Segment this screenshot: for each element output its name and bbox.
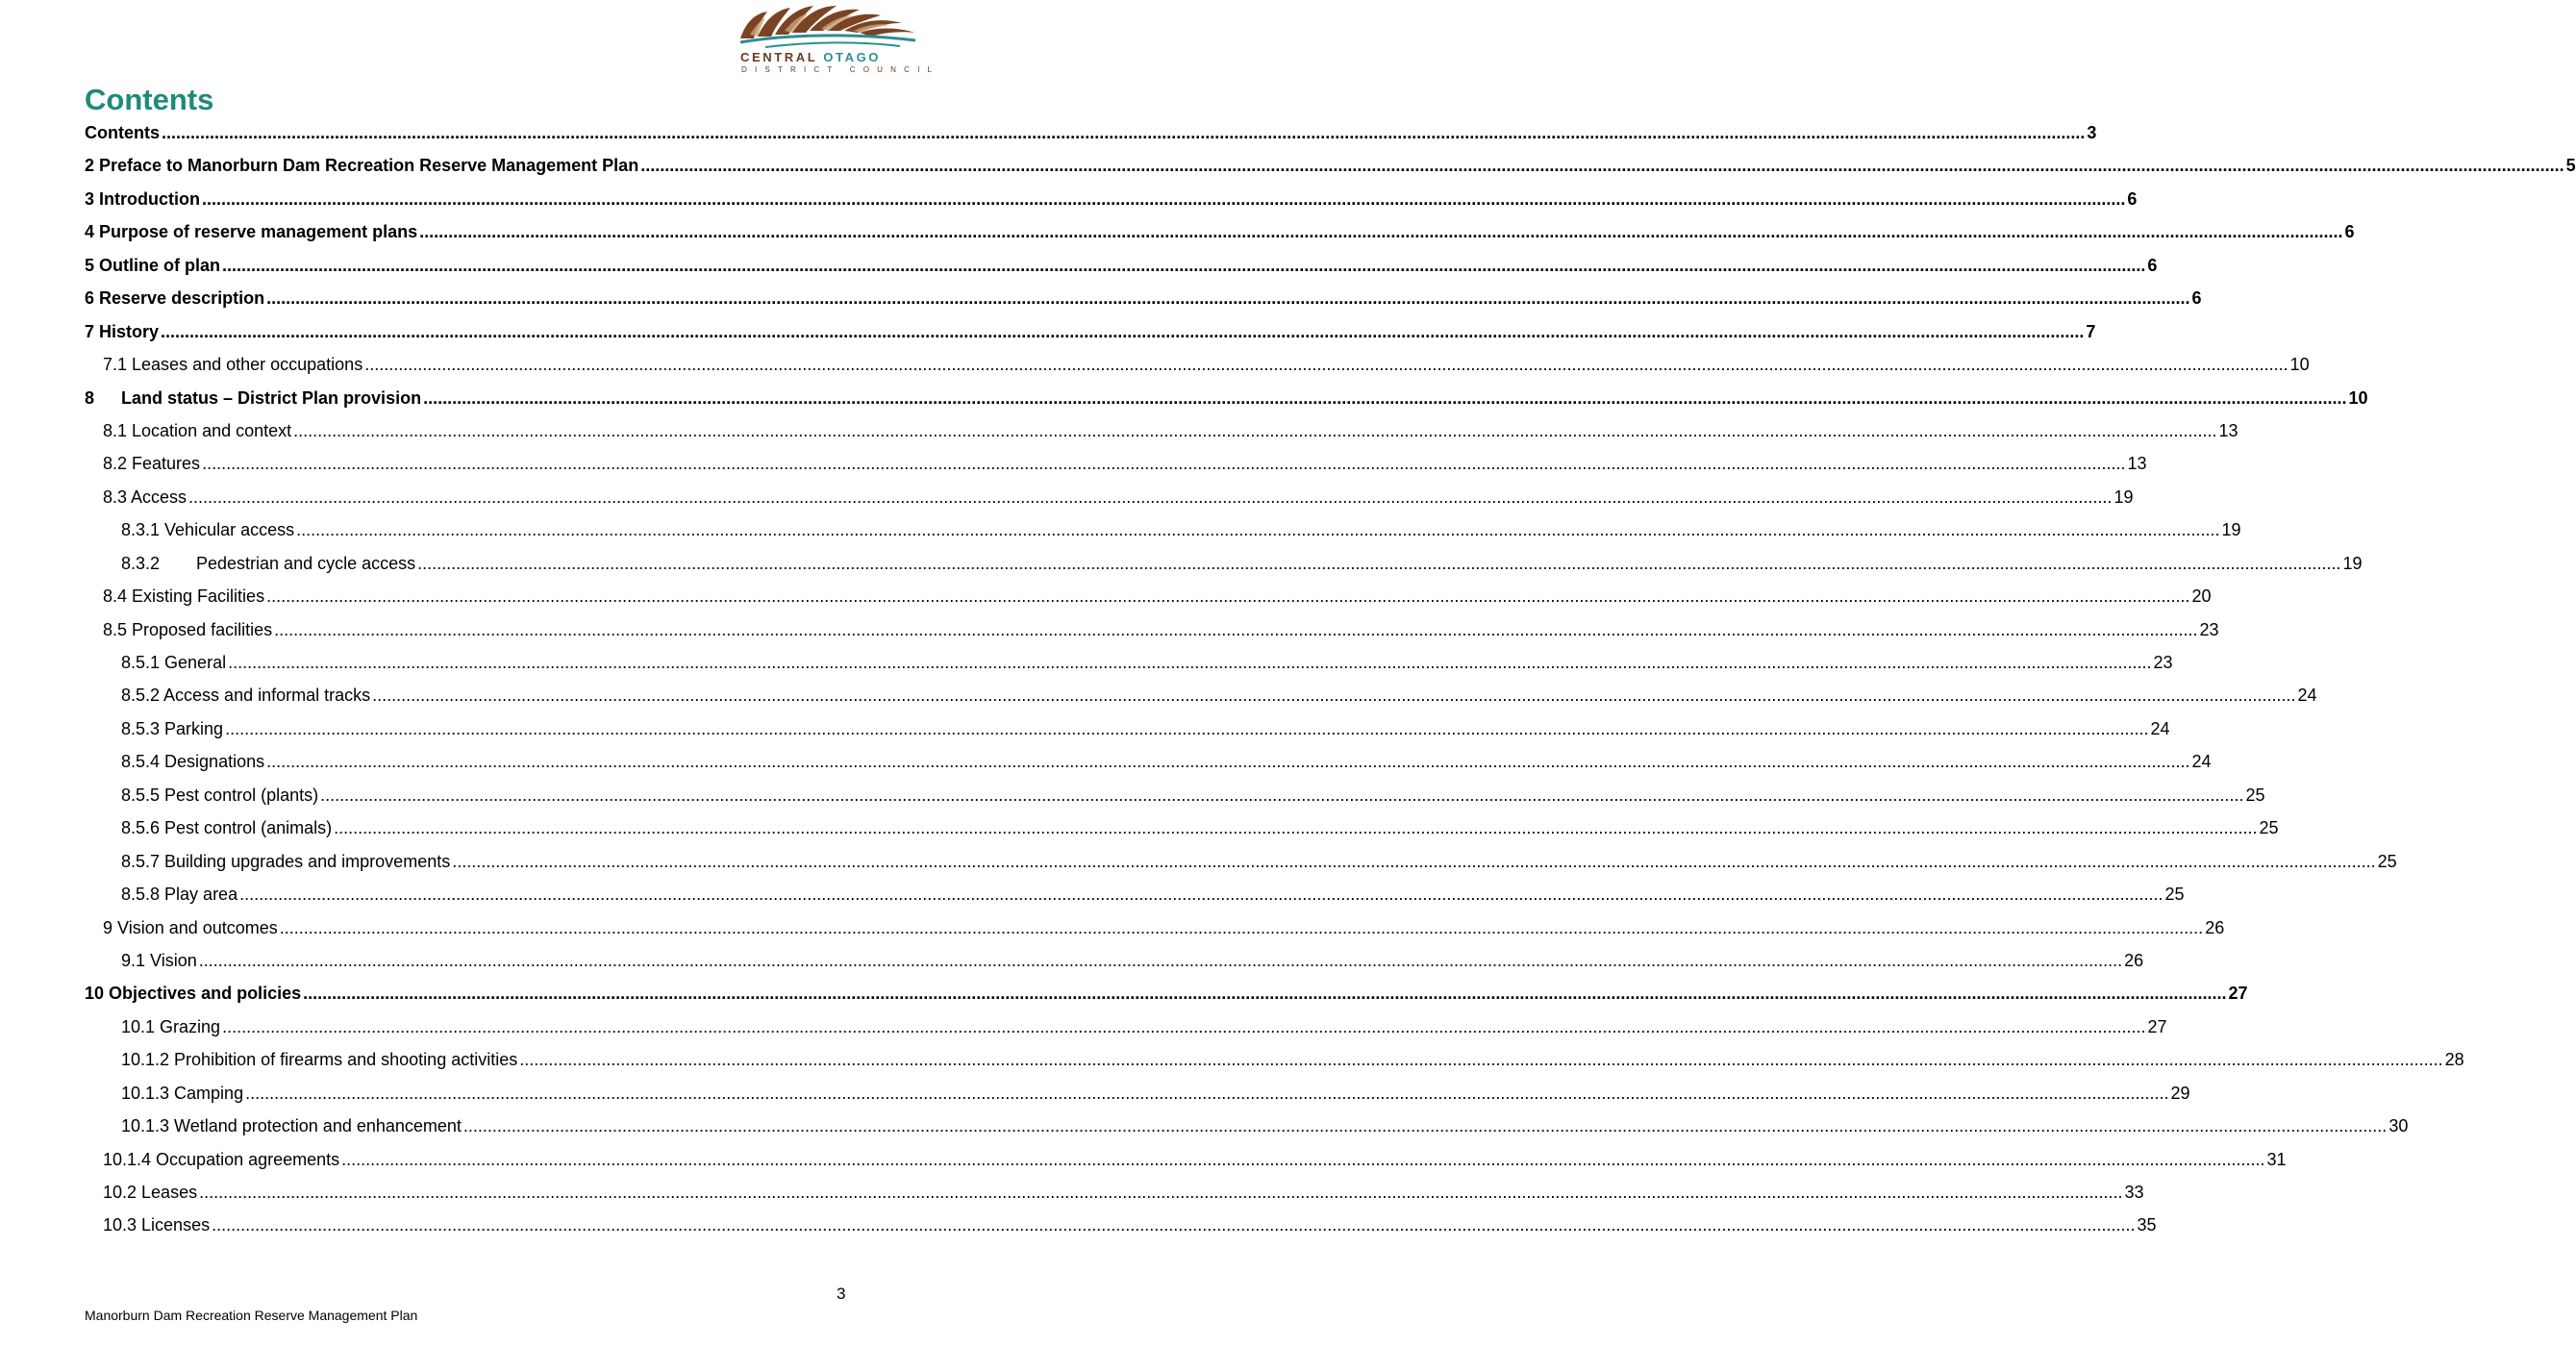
toc-entry-title: 8.5.8 Play area bbox=[121, 885, 238, 905]
toc-entry-page: 31 bbox=[2266, 1149, 2287, 1169]
toc-entry-label bbox=[103, 1215, 210, 1235]
toc-entry-number: 8 bbox=[85, 387, 95, 408]
toc-entry-label bbox=[121, 885, 238, 905]
toc-entry-title: 8.5.1 General bbox=[121, 653, 227, 672]
toc-entry-page: 25 bbox=[2377, 851, 2397, 871]
toc-entry-title: 8.2 Features bbox=[103, 454, 201, 474]
toc-entry-title: 9.1 Vision bbox=[121, 950, 197, 970]
toc-entry-page: 25 bbox=[2164, 885, 2185, 905]
toc-entry-title: 6 Reserve description bbox=[85, 288, 265, 309]
toc-entry-page: 3 bbox=[2087, 123, 2097, 142]
toc-dot-leader: ................................................................................................................................................................................................................................................................................................................................................................................................................ bbox=[341, 1149, 2265, 1169]
toc-entry-page: 10 bbox=[2289, 355, 2310, 375]
toc-dot-leader: ................................................................................................................................................................................................................................................................................................................................................................................................................ bbox=[266, 288, 2190, 309]
toc-entry-page: 23 bbox=[2199, 619, 2219, 639]
toc-entry-title: 10.2 Leases bbox=[103, 1183, 198, 1202]
toc-entry-title: 8.5.6 Pest control (animals) bbox=[121, 818, 333, 838]
toc-entry-label bbox=[103, 421, 291, 441]
toc-entry-page: 19 bbox=[2221, 520, 2241, 540]
page-number: 3 bbox=[837, 1285, 846, 1303]
toc-entry-label bbox=[103, 454, 200, 474]
toc-entry-page: 27 bbox=[2147, 1016, 2167, 1036]
toc-entry-title: 8.1 Location and context bbox=[103, 420, 292, 440]
toc-dot-leader: ................................................................................................................................................................................................................................................................................................................................................................................................................ bbox=[245, 1083, 2169, 1103]
toc-entry-page: 6 bbox=[2147, 255, 2158, 275]
toc-entry-page: 7 bbox=[2086, 321, 2096, 341]
toc-entry[interactable] bbox=[85, 885, 2185, 917]
toc-entry-label bbox=[121, 1116, 462, 1136]
toc-entry-label bbox=[85, 156, 638, 176]
toc-dot-leader: ................................................................................................................................................................................................................................................................................................................................................................................................................ bbox=[212, 1215, 2136, 1235]
toc-entry-page: 6 bbox=[2127, 188, 2138, 209]
toc-dot-leader: ................................................................................................................................................................................................................................................................................................................................................................................................................ bbox=[519, 1050, 2443, 1070]
toc-entry-page: 13 bbox=[2218, 420, 2238, 440]
toc-entry-label bbox=[103, 620, 272, 640]
toc-entry-label bbox=[103, 1150, 339, 1170]
toc-entry-page: 29 bbox=[2170, 1083, 2190, 1103]
toc-entry-label bbox=[121, 1017, 220, 1037]
toc-entry-label bbox=[121, 852, 450, 872]
toc-entry-title: 5 Outline of plan bbox=[85, 255, 221, 275]
toc-entry-page: 24 bbox=[2191, 752, 2212, 772]
toc-entry-page: 19 bbox=[2342, 553, 2363, 573]
toc-entry-title: 10.1 Grazing bbox=[121, 1016, 221, 1036]
toc-entry-title: 10.1.2 Prohibition of firearms and shooting activities bbox=[121, 1050, 518, 1070]
toc-entry-label bbox=[85, 388, 421, 409]
toc-entry-label bbox=[85, 288, 264, 309]
page-title: Contents bbox=[85, 83, 214, 116]
toc-entry-label bbox=[121, 686, 370, 706]
toc-entry[interactable] bbox=[85, 1050, 2464, 1083]
toc-entry[interactable] bbox=[85, 686, 2317, 718]
toc-entry-title: 8.5.5 Pest control (plants) bbox=[121, 785, 319, 805]
toc-entry-label bbox=[103, 1183, 197, 1203]
toc-entry[interactable] bbox=[85, 950, 2144, 984]
toc-entry[interactable] bbox=[85, 752, 2212, 785]
toc-entry-title: Pedestrian and cycle access bbox=[196, 553, 416, 573]
toc-entry[interactable] bbox=[85, 653, 2173, 686]
toc-entry-title: 8.5 Proposed facilities bbox=[103, 619, 273, 639]
toc-dot-leader: ................................................................................................................................................................................................................................................................................................................................................................................................................ bbox=[296, 520, 2220, 540]
toc-entry-label bbox=[121, 520, 294, 540]
toc-entry-title: 9 Vision and outcomes bbox=[103, 917, 278, 937]
toc-entry-label bbox=[121, 786, 318, 806]
toc-dot-leader: ................................................................................................................................................................................................................................................................................................................................................................................................................ bbox=[202, 188, 2126, 209]
toc-entry-label bbox=[103, 487, 187, 508]
toc-dot-leader: ................................................................................................................................................................................................................................................................................................................................................................................................................ bbox=[274, 619, 2198, 639]
toc-entry[interactable] bbox=[85, 586, 2212, 619]
toc-entry[interactable] bbox=[85, 917, 2225, 951]
toc-dot-leader: ................................................................................................................................................................................................................................................................................................................................................................................................................ bbox=[463, 1116, 2388, 1136]
toc-dot-leader: ................................................................................................................................................................................................................................................................................................................................................................................................................ bbox=[320, 785, 2244, 805]
toc-entry-label bbox=[85, 322, 159, 342]
toc-dot-leader: ................................................................................................................................................................................................................................................................................................................................................................................................................ bbox=[372, 686, 2296, 706]
toc-dot-leader: ................................................................................................................................................................................................................................................................................................................................................................................................................ bbox=[419, 222, 2343, 242]
toc-entry-title: 7 History bbox=[85, 321, 160, 341]
toc-entry-title: 4 Purpose of reserve management plans bbox=[85, 222, 418, 242]
toc-entry[interactable] bbox=[85, 718, 2170, 752]
toc-entry-title: 8.5.3 Parking bbox=[121, 718, 224, 738]
toc-entry[interactable] bbox=[85, 1083, 2190, 1116]
toc-entry-title: 10.1.3 Wetland protection and enhancement bbox=[121, 1116, 462, 1136]
toc-dot-leader: ................................................................................................................................................................................................................................................................................................................................................................................................................ bbox=[293, 420, 2217, 440]
toc-entry[interactable] bbox=[85, 420, 2238, 454]
toc-entry-title: 8.5.2 Access and informal tracks bbox=[121, 686, 371, 706]
toc-dot-leader: ................................................................................................................................................................................................................................................................................................................................................................................................................ bbox=[266, 586, 2190, 607]
logo-word-otago: OTAGO bbox=[823, 50, 881, 64]
toc-entry[interactable] bbox=[85, 785, 2265, 818]
toc-dot-leader: ................................................................................................................................................................................................................................................................................................................................................................................................................ bbox=[239, 885, 2163, 905]
toc-entry-label bbox=[85, 123, 160, 143]
toc-entry[interactable] bbox=[85, 1149, 2287, 1183]
toc-entry-page: 28 bbox=[2444, 1050, 2464, 1070]
toc-entry-label bbox=[85, 984, 301, 1004]
toc-entry-title: 10 Objectives and policies bbox=[85, 984, 302, 1004]
toc-dot-leader: ................................................................................................................................................................................................................................................................................................................................................................................................................ bbox=[188, 486, 2113, 507]
toc-dot-leader: ................................................................................................................................................................................................................................................................................................................................................................................................................ bbox=[452, 851, 2376, 871]
toc-entry-title: 10.3 Licenses bbox=[103, 1215, 211, 1235]
toc-entry-label bbox=[121, 1050, 517, 1070]
toc-dot-leader: ................................................................................................................................................................................................................................................................................................................................................................................................................ bbox=[279, 917, 2204, 937]
toc-entry[interactable] bbox=[85, 454, 2147, 486]
toc-entry-title: 10.1.3 Camping bbox=[121, 1083, 244, 1103]
toc-entry-label bbox=[85, 256, 220, 276]
toc-entry[interactable] bbox=[85, 520, 2241, 553]
toc-dot-leader: ................................................................................................................................................................................................................................................................................................................................................................................................................ bbox=[423, 387, 2347, 408]
toc-entry-page: 19 bbox=[2113, 486, 2134, 507]
toc-dot-leader: ................................................................................................................................................................................................................................................................................................................................................................................................................ bbox=[640, 156, 2564, 176]
toc-entry[interactable] bbox=[85, 984, 2248, 1016]
toc-entry-page: 23 bbox=[2153, 653, 2173, 672]
toc-dot-leader: ................................................................................................................................................................................................................................................................................................................................................................................................................ bbox=[417, 553, 2341, 573]
toc-entry-title: 3 Introduction bbox=[85, 188, 200, 209]
toc-entry-title: 8.5.7 Building upgrades and improvements bbox=[121, 851, 451, 871]
toc-entry-page: 5 bbox=[2565, 156, 2576, 176]
logo-subtitle: DISTRICT COUNCIL bbox=[741, 65, 940, 74]
toc-entry-page: 25 bbox=[2245, 785, 2265, 805]
toc-entry-title: 10.1.4 Occupation agreements bbox=[103, 1149, 340, 1169]
toc-entry-title: 8.3.1 Vehicular access bbox=[121, 520, 295, 540]
toc-entry[interactable] bbox=[85, 1215, 2157, 1248]
toc-dot-leader: ................................................................................................................................................................................................................................................................................................................................................................................................................ bbox=[266, 752, 2190, 772]
toc-entry[interactable] bbox=[85, 818, 2279, 851]
toc-entry[interactable] bbox=[85, 156, 2576, 188]
toc-entry-page: 13 bbox=[2127, 454, 2147, 474]
toc-entry-page: 30 bbox=[2388, 1116, 2409, 1136]
toc-entry-label bbox=[121, 653, 226, 673]
toc-entry-page: 20 bbox=[2191, 586, 2212, 607]
toc-entry[interactable] bbox=[85, 321, 2096, 355]
page-footer: Manorburn Dam Recreation Reserve Management Plan bbox=[85, 1308, 418, 1323]
toc-entry[interactable] bbox=[85, 851, 2397, 885]
toc-dot-leader: ................................................................................................................................................................................................................................................................................................................................................................................................................ bbox=[334, 818, 2258, 838]
toc-entry-label bbox=[103, 586, 264, 607]
toc-dot-leader: ................................................................................................................................................................................................................................................................................................................................................................................................................ bbox=[199, 1183, 2123, 1202]
toc-entry-label bbox=[121, 1084, 243, 1104]
toc-entry-page: 24 bbox=[2150, 718, 2170, 738]
toc-entry[interactable] bbox=[85, 188, 2138, 222]
toc-dot-leader: ................................................................................................................................................................................................................................................................................................................................................................................................................ bbox=[303, 984, 2227, 1004]
toc-dot-leader: ................................................................................................................................................................................................................................................................................................................................................................................................................ bbox=[228, 653, 2152, 672]
toc-dot-leader: ................................................................................................................................................................................................................................................................................................................................................................................................................ bbox=[222, 255, 2146, 275]
toc-entry-page: 10 bbox=[2348, 387, 2368, 408]
toc-entry-page: 6 bbox=[2191, 288, 2202, 309]
toc-entry-label bbox=[103, 918, 278, 938]
toc-entry-page: 27 bbox=[2228, 984, 2248, 1004]
toc-entry-page: 35 bbox=[2137, 1215, 2157, 1235]
toc-dot-leader: ................................................................................................................................................................................................................................................................................................................................................................................................................ bbox=[198, 950, 2123, 970]
toc-entry-page: 24 bbox=[2297, 686, 2317, 706]
toc-entry-title: 8.4 Existing Facilities bbox=[103, 586, 265, 607]
toc-entry-title: Contents bbox=[85, 123, 160, 142]
toc-dot-leader: ................................................................................................................................................................................................................................................................................................................................................................................................................ bbox=[364, 355, 2288, 375]
toc-dot-leader: ................................................................................................................................................................................................................................................................................................................................................................................................................ bbox=[222, 1016, 2146, 1036]
toc-entry[interactable] bbox=[85, 355, 2310, 387]
toc-entry[interactable] bbox=[85, 123, 2097, 156]
table-of-contents bbox=[85, 123, 2576, 1249]
toc-entry-label bbox=[121, 752, 264, 772]
toc-entry-title: Land status – District Plan provision bbox=[121, 387, 422, 408]
toc-entry[interactable] bbox=[85, 255, 2158, 288]
toc-entry-label bbox=[85, 222, 417, 242]
toc-entry[interactable] bbox=[85, 222, 2355, 255]
toc-entry-title: 2 Preface to Manorburn Dam Recreation Reserve Management Plan bbox=[85, 156, 639, 176]
logo-wordmark bbox=[740, 50, 881, 64]
toc-entry[interactable] bbox=[85, 486, 2134, 520]
toc-entry-label bbox=[103, 355, 363, 375]
toc-entry-title: 7.1 Leases and other occupations bbox=[103, 355, 363, 375]
toc-entry-page: 6 bbox=[2344, 222, 2355, 242]
toc-entry-page: 25 bbox=[2259, 818, 2279, 838]
toc-entry-label bbox=[121, 719, 223, 739]
toc-dot-leader: ................................................................................................................................................................................................................................................................................................................................................................................................................ bbox=[162, 123, 2086, 142]
toc-dot-leader: ................................................................................................................................................................................................................................................................................................................................................................................................................ bbox=[225, 718, 2149, 738]
toc-entry-title: 8.5.4 Designations bbox=[121, 752, 265, 772]
toc-entry[interactable] bbox=[85, 387, 2368, 421]
toc-dot-leader: ................................................................................................................................................................................................................................................................................................................................................................................................................ bbox=[202, 454, 2126, 474]
toc-entry-number: 8.3.2 bbox=[121, 553, 161, 573]
toc-entry-label bbox=[121, 951, 197, 971]
toc-entry[interactable] bbox=[85, 288, 2202, 321]
toc-entry-label bbox=[85, 189, 200, 210]
toc-dot-leader: ................................................................................................................................................................................................................................................................................................................................................................................................................ bbox=[161, 321, 2085, 341]
toc-entry[interactable] bbox=[85, 1183, 2144, 1215]
toc-entry[interactable] bbox=[85, 1116, 2409, 1149]
toc-entry-page: 26 bbox=[2205, 917, 2225, 937]
toc-entry-label bbox=[121, 818, 332, 838]
toc-entry-label bbox=[121, 554, 415, 574]
toc-entry-title: 8.3 Access bbox=[103, 486, 188, 507]
toc-entry[interactable] bbox=[85, 1016, 2167, 1050]
toc-entry-page: 33 bbox=[2124, 1183, 2144, 1202]
toc-entry[interactable] bbox=[85, 553, 2363, 586]
toc-entry[interactable] bbox=[85, 619, 2219, 653]
logo-word-central: CENTRAL bbox=[740, 50, 818, 64]
toc-entry-page: 26 bbox=[2124, 950, 2144, 970]
